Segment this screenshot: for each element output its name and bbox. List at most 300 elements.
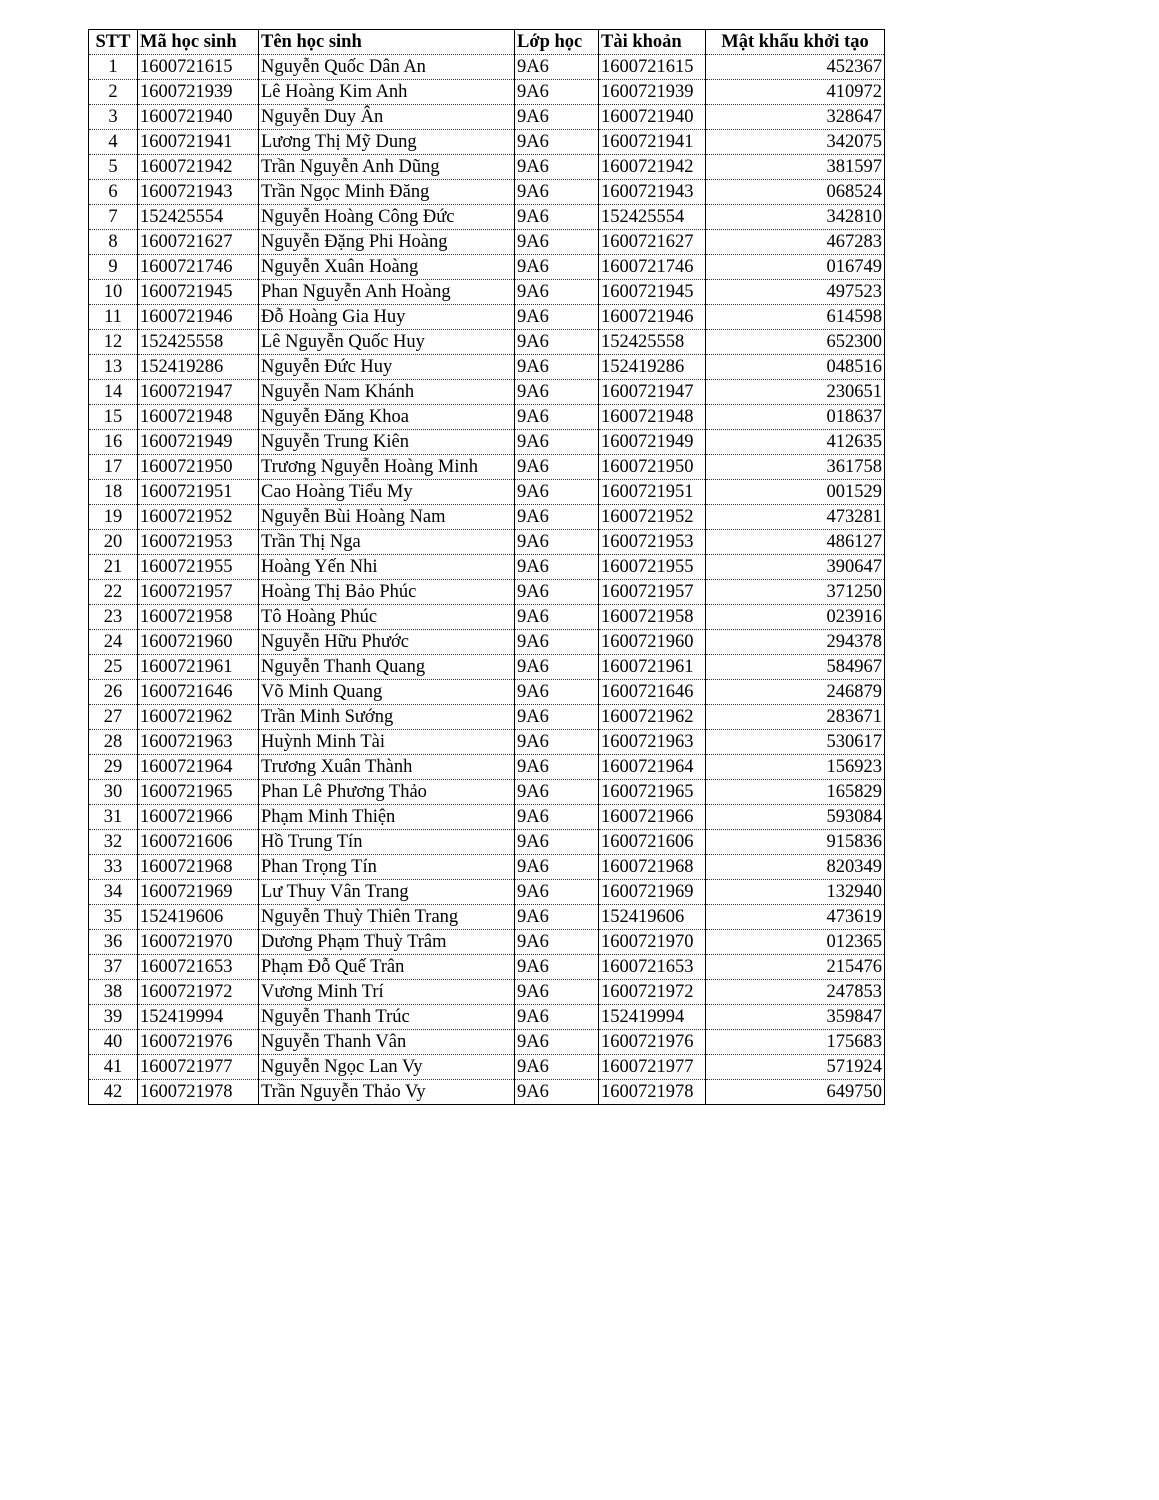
table-row: [89, 155, 885, 180]
cell-stt: 2: [89, 80, 138, 105]
table-row: [89, 930, 885, 955]
cell-student-id: 1600721950: [138, 455, 259, 480]
table-row: [89, 80, 885, 105]
cell-class: 9A6: [515, 530, 599, 555]
table-row: [89, 180, 885, 205]
cell-student-id: 152425558: [138, 330, 259, 355]
cell-stt: 34: [89, 880, 138, 905]
cell-student-name: Nguyễn Bùi Hoàng Nam: [259, 505, 515, 530]
cell-initial-password: 328647: [706, 105, 885, 130]
cell-initial-password: 361758: [706, 455, 885, 480]
cell-class: 9A6: [515, 855, 599, 880]
cell-account: 1600721955: [599, 555, 706, 580]
table-row: [89, 1055, 885, 1080]
cell-initial-password: 359847: [706, 1005, 885, 1030]
cell-initial-password: 230651: [706, 380, 885, 405]
cell-initial-password: 915836: [706, 830, 885, 855]
cell-stt: 38: [89, 980, 138, 1005]
cell-account: 1600721964: [599, 755, 706, 780]
header-student-name: Tên học sinh: [259, 30, 515, 55]
cell-student-name: Phạm Minh Thiện: [259, 805, 515, 830]
cell-student-name: Dương Phạm Thuỳ Trâm: [259, 930, 515, 955]
cell-student-name: Nguyễn Thanh Vân: [259, 1030, 515, 1055]
cell-initial-password: 530617: [706, 730, 885, 755]
table-row: [89, 230, 885, 255]
cell-student-name: Trần Minh Sướng: [259, 705, 515, 730]
cell-student-id: 1600721941: [138, 130, 259, 155]
cell-student-name: Nguyễn Nam Khánh: [259, 380, 515, 405]
cell-class: 9A6: [515, 230, 599, 255]
cell-student-id: 1600721606: [138, 830, 259, 855]
cell-class: 9A6: [515, 830, 599, 855]
cell-account: 1600721970: [599, 930, 706, 955]
cell-student-name: Phạm Đỗ Quế Trân: [259, 955, 515, 980]
cell-stt: 24: [89, 630, 138, 655]
cell-student-name: Nguyễn Thanh Quang: [259, 655, 515, 680]
cell-student-id: 1600721615: [138, 55, 259, 80]
table-row: [89, 505, 885, 530]
cell-initial-password: 371250: [706, 580, 885, 605]
cell-stt: 3: [89, 105, 138, 130]
cell-account: 1600721958: [599, 605, 706, 630]
cell-class: 9A6: [515, 905, 599, 930]
cell-initial-password: 023916: [706, 605, 885, 630]
cell-student-name: Nguyễn Duy Ân: [259, 105, 515, 130]
cell-class: 9A6: [515, 255, 599, 280]
cell-initial-password: 410972: [706, 80, 885, 105]
cell-account: 152419286: [599, 355, 706, 380]
table-row: [89, 655, 885, 680]
cell-class: 9A6: [515, 1005, 599, 1030]
cell-student-name: Trần Nguyễn Thảo Vy: [259, 1080, 515, 1105]
cell-account: 1600721941: [599, 130, 706, 155]
cell-initial-password: 571924: [706, 1055, 885, 1080]
cell-student-id: 1600721945: [138, 280, 259, 305]
cell-stt: 12: [89, 330, 138, 355]
table-row: [89, 955, 885, 980]
cell-stt: 4: [89, 130, 138, 155]
cell-student-id: 1600721969: [138, 880, 259, 905]
cell-student-name: Nguyễn Thuỳ Thiên Trang: [259, 905, 515, 930]
cell-initial-password: 486127: [706, 530, 885, 555]
cell-student-id: 1600721940: [138, 105, 259, 130]
cell-student-name: Đỗ Hoàng Gia Huy: [259, 305, 515, 330]
table-row: [89, 130, 885, 155]
cell-account: 1600721968: [599, 855, 706, 880]
table-row: [89, 755, 885, 780]
student-account-table: [88, 29, 885, 1105]
cell-stt: 23: [89, 605, 138, 630]
cell-class: 9A6: [515, 755, 599, 780]
cell-student-name: Nguyễn Hoàng Công Đức: [259, 205, 515, 230]
cell-stt: 1: [89, 55, 138, 80]
cell-account: 1600721978: [599, 1080, 706, 1105]
table-row: [89, 280, 885, 305]
cell-account: 1600721977: [599, 1055, 706, 1080]
cell-class: 9A6: [515, 130, 599, 155]
cell-initial-password: 412635: [706, 430, 885, 455]
cell-initial-password: 283671: [706, 705, 885, 730]
table-row: [89, 605, 885, 630]
table-row: [89, 255, 885, 280]
table-row: [89, 630, 885, 655]
cell-account: 152419994: [599, 1005, 706, 1030]
cell-student-id: 1600721964: [138, 755, 259, 780]
header-class: Lớp học: [515, 30, 599, 55]
cell-student-name: Cao Hoàng Tiểu My: [259, 480, 515, 505]
cell-stt: 33: [89, 855, 138, 880]
table-row: [89, 580, 885, 605]
cell-class: 9A6: [515, 630, 599, 655]
cell-stt: 36: [89, 930, 138, 955]
cell-initial-password: 001529: [706, 480, 885, 505]
cell-initial-password: 652300: [706, 330, 885, 355]
table-row: [89, 55, 885, 80]
table-row: [89, 405, 885, 430]
table-row: [89, 480, 885, 505]
cell-stt: 25: [89, 655, 138, 680]
cell-student-id: 1600721976: [138, 1030, 259, 1055]
cell-student-id: 152419606: [138, 905, 259, 930]
cell-student-id: 1600721949: [138, 430, 259, 455]
cell-class: 9A6: [515, 730, 599, 755]
cell-student-id: 1600721627: [138, 230, 259, 255]
cell-stt: 14: [89, 380, 138, 405]
cell-student-id: 1600721946: [138, 305, 259, 330]
cell-class: 9A6: [515, 1080, 599, 1105]
cell-student-name: Phan Lê Phương Thảo: [259, 780, 515, 805]
cell-class: 9A6: [515, 705, 599, 730]
cell-student-id: 1600721957: [138, 580, 259, 605]
cell-student-name: Nguyễn Đức Huy: [259, 355, 515, 380]
table-body: [89, 55, 885, 1105]
cell-account: 1600721946: [599, 305, 706, 330]
cell-initial-password: 246879: [706, 680, 885, 705]
cell-account: 1600721940: [599, 105, 706, 130]
cell-initial-password: 294378: [706, 630, 885, 655]
cell-stt: 42: [89, 1080, 138, 1105]
cell-student-id: 1600721939: [138, 80, 259, 105]
cell-stt: 32: [89, 830, 138, 855]
cell-account: 1600721942: [599, 155, 706, 180]
cell-account: 1600721615: [599, 55, 706, 80]
cell-student-name: Nguyễn Đặng Phi Hoàng: [259, 230, 515, 255]
table-row: [89, 805, 885, 830]
cell-class: 9A6: [515, 1030, 599, 1055]
cell-student-id: 1600721968: [138, 855, 259, 880]
table-row: [89, 305, 885, 330]
cell-stt: 26: [89, 680, 138, 705]
cell-initial-password: 381597: [706, 155, 885, 180]
cell-initial-password: 342075: [706, 130, 885, 155]
cell-student-id: 152425554: [138, 205, 259, 230]
cell-stt: 6: [89, 180, 138, 205]
cell-account: 1600721966: [599, 805, 706, 830]
cell-class: 9A6: [515, 155, 599, 180]
cell-student-id: 1600721970: [138, 930, 259, 955]
cell-student-id: 1600721952: [138, 505, 259, 530]
table-row: [89, 105, 885, 130]
cell-initial-password: 452367: [706, 55, 885, 80]
table-row: [89, 555, 885, 580]
table-row: [89, 980, 885, 1005]
cell-stt: 21: [89, 555, 138, 580]
cell-initial-password: 247853: [706, 980, 885, 1005]
cell-student-id: 1600721953: [138, 530, 259, 555]
cell-account: 152425558: [599, 330, 706, 355]
cell-student-id: 1600721966: [138, 805, 259, 830]
cell-student-id: 1600721943: [138, 180, 259, 205]
cell-account: 1600721961: [599, 655, 706, 680]
cell-class: 9A6: [515, 780, 599, 805]
cell-account: 1600721976: [599, 1030, 706, 1055]
cell-initial-password: 156923: [706, 755, 885, 780]
cell-account: 1600721606: [599, 830, 706, 855]
cell-account: 1600721957: [599, 580, 706, 605]
cell-account: 1600721965: [599, 780, 706, 805]
cell-class: 9A6: [515, 455, 599, 480]
header-stt: STT: [89, 30, 138, 55]
cell-class: 9A6: [515, 605, 599, 630]
cell-class: 9A6: [515, 380, 599, 405]
cell-stt: 13: [89, 355, 138, 380]
cell-initial-password: 012365: [706, 930, 885, 955]
cell-stt: 7: [89, 205, 138, 230]
cell-stt: 28: [89, 730, 138, 755]
cell-stt: 18: [89, 480, 138, 505]
cell-initial-password: 497523: [706, 280, 885, 305]
cell-account: 1600721953: [599, 530, 706, 555]
cell-student-id: 1600721958: [138, 605, 259, 630]
cell-student-id: 152419286: [138, 355, 259, 380]
cell-class: 9A6: [515, 505, 599, 530]
cell-student-name: Nguyễn Ngọc Lan Vy: [259, 1055, 515, 1080]
cell-account: 1600721746: [599, 255, 706, 280]
cell-student-id: 152419994: [138, 1005, 259, 1030]
cell-initial-password: 467283: [706, 230, 885, 255]
cell-stt: 39: [89, 1005, 138, 1030]
cell-student-id: 1600721951: [138, 480, 259, 505]
cell-student-id: 1600721646: [138, 680, 259, 705]
cell-initial-password: 068524: [706, 180, 885, 205]
table-row: [89, 830, 885, 855]
table-row: [89, 205, 885, 230]
cell-class: 9A6: [515, 305, 599, 330]
cell-class: 9A6: [515, 1055, 599, 1080]
cell-stt: 35: [89, 905, 138, 930]
cell-class: 9A6: [515, 430, 599, 455]
cell-stt: 30: [89, 780, 138, 805]
table-header: [89, 30, 885, 55]
cell-student-id: 1600721947: [138, 380, 259, 405]
cell-stt: 16: [89, 430, 138, 455]
cell-student-id: 1600721965: [138, 780, 259, 805]
cell-stt: 29: [89, 755, 138, 780]
table-row: [89, 1030, 885, 1055]
cell-initial-password: 820349: [706, 855, 885, 880]
cell-account: 1600721653: [599, 955, 706, 980]
header-row: [89, 30, 885, 55]
cell-class: 9A6: [515, 805, 599, 830]
table-row: [89, 355, 885, 380]
cell-account: 152425554: [599, 205, 706, 230]
cell-student-name: Nguyễn Quốc Dân An: [259, 55, 515, 80]
cell-class: 9A6: [515, 930, 599, 955]
cell-stt: 8: [89, 230, 138, 255]
cell-student-id: 1600721653: [138, 955, 259, 980]
cell-initial-password: 649750: [706, 1080, 885, 1105]
cell-stt: 41: [89, 1055, 138, 1080]
cell-class: 9A6: [515, 955, 599, 980]
cell-student-id: 1600721962: [138, 705, 259, 730]
cell-class: 9A6: [515, 355, 599, 380]
cell-stt: 5: [89, 155, 138, 180]
cell-stt: 27: [89, 705, 138, 730]
cell-class: 9A6: [515, 205, 599, 230]
cell-initial-password: 614598: [706, 305, 885, 330]
cell-class: 9A6: [515, 330, 599, 355]
cell-student-name: Phan Nguyễn Anh Hoàng: [259, 280, 515, 305]
table-row: [89, 880, 885, 905]
header-initial-password: Mật khẩu khởi tạo: [706, 30, 885, 55]
cell-initial-password: 016749: [706, 255, 885, 280]
cell-stt: 31: [89, 805, 138, 830]
table-row: [89, 680, 885, 705]
cell-account: 1600721947: [599, 380, 706, 405]
cell-class: 9A6: [515, 405, 599, 430]
cell-initial-password: 165829: [706, 780, 885, 805]
cell-student-name: Võ Minh Quang: [259, 680, 515, 705]
cell-initial-password: 390647: [706, 555, 885, 580]
cell-account: 1600721943: [599, 180, 706, 205]
cell-account: 1600721950: [599, 455, 706, 480]
cell-account: 1600721969: [599, 880, 706, 905]
table-row: [89, 380, 885, 405]
cell-account: 1600721963: [599, 730, 706, 755]
cell-student-id: 1600721746: [138, 255, 259, 280]
cell-account: 1600721960: [599, 630, 706, 655]
cell-class: 9A6: [515, 980, 599, 1005]
cell-student-name: Hồ Trung Tín: [259, 830, 515, 855]
table-row: [89, 705, 885, 730]
table-row: [89, 455, 885, 480]
table-row: [89, 1080, 885, 1105]
cell-student-name: Trần Nguyễn Anh Dũng: [259, 155, 515, 180]
cell-stt: 22: [89, 580, 138, 605]
cell-stt: 37: [89, 955, 138, 980]
table-row: [89, 730, 885, 755]
table-row: [89, 855, 885, 880]
cell-student-id: 1600721948: [138, 405, 259, 430]
cell-stt: 19: [89, 505, 138, 530]
cell-student-id: 1600721960: [138, 630, 259, 655]
cell-account: 1600721627: [599, 230, 706, 255]
cell-student-name: Lương Thị Mỹ Dung: [259, 130, 515, 155]
cell-stt: 17: [89, 455, 138, 480]
cell-student-name: Hoàng Thị Bảo Phúc: [259, 580, 515, 605]
cell-class: 9A6: [515, 80, 599, 105]
cell-account: 1600721945: [599, 280, 706, 305]
table-row: [89, 905, 885, 930]
cell-initial-password: 132940: [706, 880, 885, 905]
header-student-id: Mã học sinh: [138, 30, 259, 55]
table-row: [89, 1005, 885, 1030]
cell-student-id: 1600721961: [138, 655, 259, 680]
cell-student-name: Nguyễn Thanh Trúc: [259, 1005, 515, 1030]
cell-initial-password: 584967: [706, 655, 885, 680]
cell-class: 9A6: [515, 280, 599, 305]
cell-stt: 11: [89, 305, 138, 330]
cell-student-name: Tô Hoàng Phúc: [259, 605, 515, 630]
table-row: [89, 530, 885, 555]
cell-class: 9A6: [515, 655, 599, 680]
cell-account: 1600721951: [599, 480, 706, 505]
cell-student-name: Trương Xuân Thành: [259, 755, 515, 780]
cell-student-name: Nguyễn Trung Kiên: [259, 430, 515, 455]
cell-stt: 15: [89, 405, 138, 430]
cell-student-name: Lư Thuy Vân Trang: [259, 880, 515, 905]
cell-student-name: Trần Ngọc Minh Đăng: [259, 180, 515, 205]
cell-student-name: Lê Hoàng Kim Anh: [259, 80, 515, 105]
cell-student-name: Nguyễn Đăng Khoa: [259, 405, 515, 430]
cell-student-name: Phan Trọng Tín: [259, 855, 515, 880]
cell-class: 9A6: [515, 480, 599, 505]
cell-class: 9A6: [515, 880, 599, 905]
header-account: Tài khoản: [599, 30, 706, 55]
cell-stt: 10: [89, 280, 138, 305]
cell-class: 9A6: [515, 180, 599, 205]
table-row: [89, 330, 885, 355]
cell-class: 9A6: [515, 105, 599, 130]
cell-class: 9A6: [515, 555, 599, 580]
cell-initial-password: 342810: [706, 205, 885, 230]
cell-account: 1600721952: [599, 505, 706, 530]
cell-class: 9A6: [515, 680, 599, 705]
cell-account: 1600721949: [599, 430, 706, 455]
cell-initial-password: 018637: [706, 405, 885, 430]
cell-account: 1600721939: [599, 80, 706, 105]
cell-student-name: Vương Minh Trí: [259, 980, 515, 1005]
cell-student-id: 1600721955: [138, 555, 259, 580]
cell-student-id: 1600721942: [138, 155, 259, 180]
cell-student-id: 1600721977: [138, 1055, 259, 1080]
cell-account: 1600721948: [599, 405, 706, 430]
cell-student-id: 1600721972: [138, 980, 259, 1005]
table-row: [89, 430, 885, 455]
cell-student-id: 1600721963: [138, 730, 259, 755]
cell-student-id: 1600721978: [138, 1080, 259, 1105]
cell-account: 1600721646: [599, 680, 706, 705]
cell-initial-password: 215476: [706, 955, 885, 980]
table-row: [89, 780, 885, 805]
cell-account: 152419606: [599, 905, 706, 930]
cell-student-name: Huỳnh Minh Tài: [259, 730, 515, 755]
cell-initial-password: 473281: [706, 505, 885, 530]
cell-class: 9A6: [515, 55, 599, 80]
cell-student-name: Trương Nguyễn Hoàng Minh: [259, 455, 515, 480]
cell-stt: 9: [89, 255, 138, 280]
cell-account: 1600721962: [599, 705, 706, 730]
cell-initial-password: 473619: [706, 905, 885, 930]
cell-class: 9A6: [515, 580, 599, 605]
cell-initial-password: 175683: [706, 1030, 885, 1055]
cell-student-name: Lê Nguyễn Quốc Huy: [259, 330, 515, 355]
cell-stt: 40: [89, 1030, 138, 1055]
cell-initial-password: 593084: [706, 805, 885, 830]
cell-stt: 20: [89, 530, 138, 555]
cell-initial-password: 048516: [706, 355, 885, 380]
cell-student-name: Nguyễn Xuân Hoàng: [259, 255, 515, 280]
